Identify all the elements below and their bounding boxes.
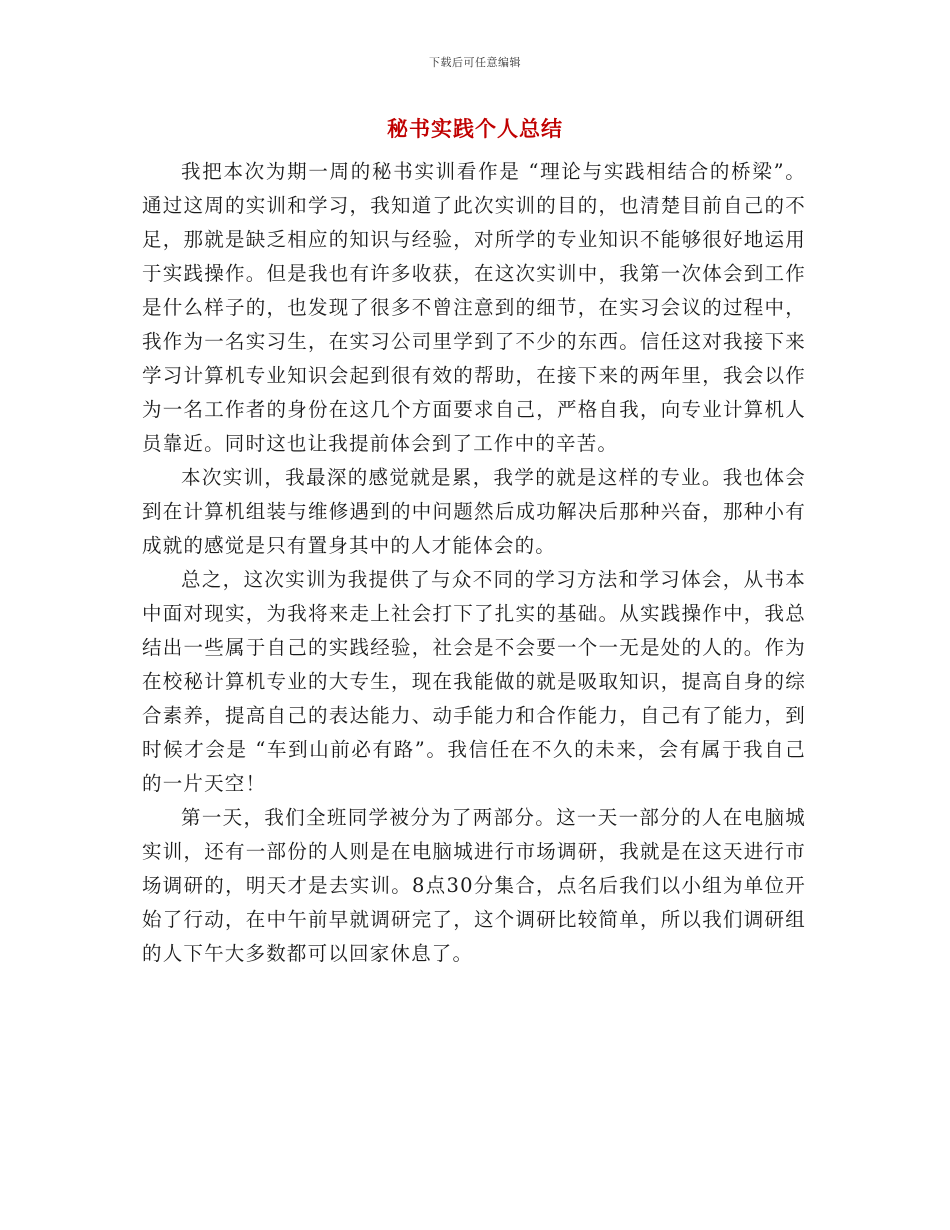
paragraph-3: 总之，这次实训为我提供了与众不同的学习方法和学习体会，从书本中面对现实，为我将来走上社会打下了扎实的基础。从实践操作中，我总结出一些属于自己的实践经验，社会是不会要一个一无是处的人的。作为在校秘计算机专业的大专生，现在我能做的就是吸取知识，提高自身的综合素养，提高自己的表达能力、动手能力和合作能力，自己有了能力，到时候才会是 “车到山前必有路”。我信任在不久的未来，会有属于我自己的一片天空！ [142,568,806,795]
paragraph-4: 第一天，我们全班同学被分为了两部分。这一天一部分的人在电脑城实训，还有一部份的人则是在电脑城进行市场调研，我就是在这天进行市场调研的，明天才是去实训。8点30分集合，点名后我们以小组为单位开始了行动，在中午前早就调研完了，这个调研比较简单，所以我们调研组的人下午大多数都可以回家休息了。 [142,806,806,965]
document-body [142,155,806,971]
paragraph-2: 本次实训，我最深的感觉就是累，我学的就是这样的专业。我也体会到在计算机组装与维修遇到的中问题然后成功解决后那种兴奋，那种小有成就的感觉是只有置身其中的人才能体会的。 [142,466,806,557]
paragraph-1: 我把本次为期一周的秘书实训看作是 “理论与实践相结合的桥梁”。通过这周的实训和学习，我知道了此次实训的目的，也清楚目前自己的不足，那就是缺乏相应的知识与经验，对所学的专业知识不能够很好地运用于实践操作。但是我也有许多收获，在这次实训中，我第一次体会到工作是什么样子的，也发现了很多不曾注意到的细节，在实习会议的过程中，我作为一名实习生，在实习公司里学到了不少的东西。信任这对我接下来学习计算机专业知识会起到很有效的帮助，在接下来的两年里，我会以作为一名工作者的身份在这几个方面要求自己，严格自我，向专业计算机人员靠近。同时这也让我提前体会到了工作中的辛苦。 [142,160,806,455]
header-note: 下载后可任意编辑 [429,56,521,69]
document-title: 秘书实践个人总结 [387,116,563,141]
